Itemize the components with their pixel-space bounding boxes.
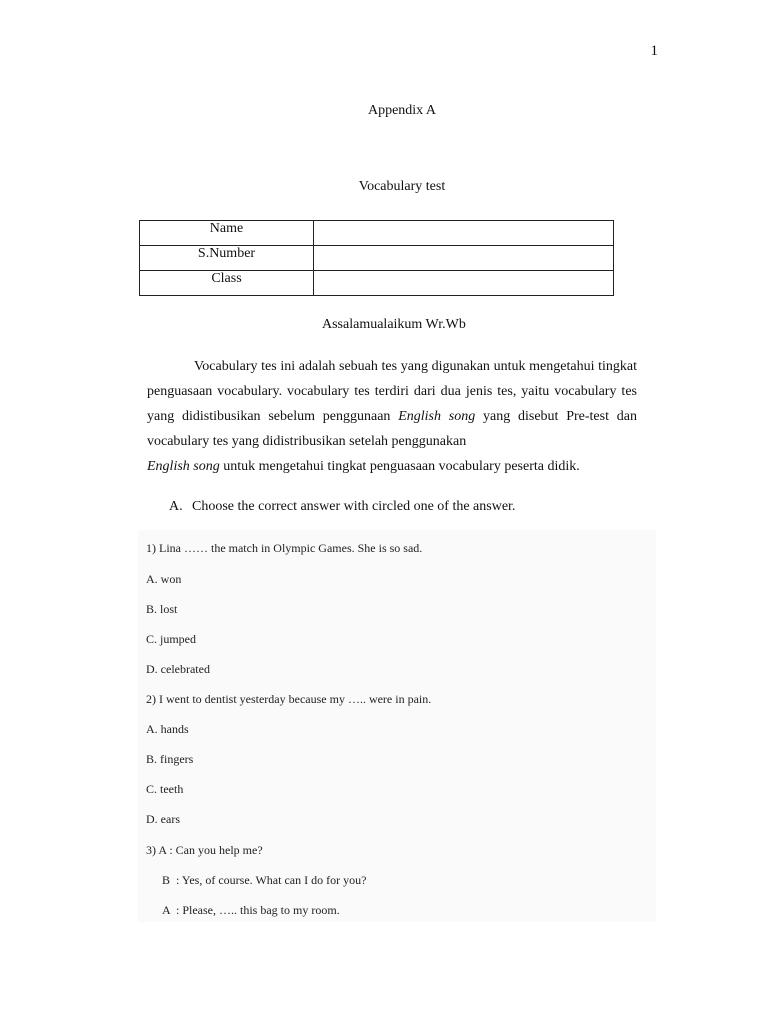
info-row-number bbox=[140, 246, 614, 271]
intro-text-1: Vocabulary tes ini adalah sebuah tes yang digunakan untuk mengetahui tingkat penguasaan vocabulary. vocabulary tes terdiri dari dua jenis tes, yaitu vocabulary tes yang didistibusikan sebelum penggunaan bbox=[147, 359, 637, 424]
info-label-name: Name bbox=[140, 221, 314, 246]
intro-text-last bbox=[147, 454, 637, 479]
info-label-class: Class bbox=[140, 271, 314, 296]
test-title: Vocabulary test bbox=[358, 179, 446, 194]
question-3: 3) A : Can you help me? bbox=[146, 843, 263, 857]
q2-option-a[interactable]: A. hands bbox=[146, 722, 189, 736]
page-number: 1 bbox=[650, 43, 658, 59]
q2-option-b[interactable]: B. fingers bbox=[146, 752, 194, 766]
info-label-number: S.Number bbox=[140, 246, 314, 271]
q1-option-b[interactable]: B. lost bbox=[146, 602, 178, 616]
appendix-title: Appendix A bbox=[367, 103, 437, 118]
section-instruction bbox=[169, 499, 515, 515]
intro-text-first bbox=[147, 354, 637, 454]
q1-option-c[interactable]: C. jumped bbox=[146, 632, 196, 646]
intro-italic-2: English song bbox=[147, 459, 220, 474]
q3-dialogue-b: B : Yes, of course. What can I do for you? bbox=[162, 873, 367, 887]
info-row-class bbox=[140, 271, 614, 296]
intro-text-2: yang disebut Pre-test dan vocabulary tes yang didistribusikan setelah penggunakan bbox=[147, 409, 637, 449]
greeting: Assalamualaikum Wr.Wb bbox=[322, 317, 466, 332]
q1-option-a[interactable]: A. won bbox=[146, 572, 182, 586]
instruction-text: Choose the correct answer with circled one of the answer. bbox=[192, 499, 516, 514]
intro-text-3: untuk mengetahui tingkat penguasaan vocabulary peserta didik. bbox=[219, 459, 580, 474]
q2-option-d[interactable]: D. ears bbox=[146, 812, 180, 826]
intro-paragraph bbox=[147, 354, 637, 479]
info-field-class[interactable] bbox=[314, 271, 614, 296]
question-2: 2) I went to dentist yesterday because my ….. were in pain. bbox=[146, 692, 432, 706]
intro-italic-1: English song bbox=[398, 409, 476, 424]
q2-option-c[interactable]: C. teeth bbox=[146, 782, 184, 796]
q1-option-d[interactable]: D. celebrated bbox=[146, 662, 210, 676]
question-list bbox=[138, 530, 656, 922]
section-letter: A. bbox=[169, 499, 183, 514]
info-field-name[interactable] bbox=[314, 221, 614, 246]
student-info-table bbox=[139, 220, 614, 296]
q3-dialogue-a: A : Please, ….. this bag to my room. bbox=[162, 903, 340, 917]
question-1: 1) Lina …… the match in Olympic Games. She is so sad. bbox=[146, 541, 423, 555]
info-row-name bbox=[140, 221, 614, 246]
info-field-number[interactable] bbox=[314, 246, 614, 271]
